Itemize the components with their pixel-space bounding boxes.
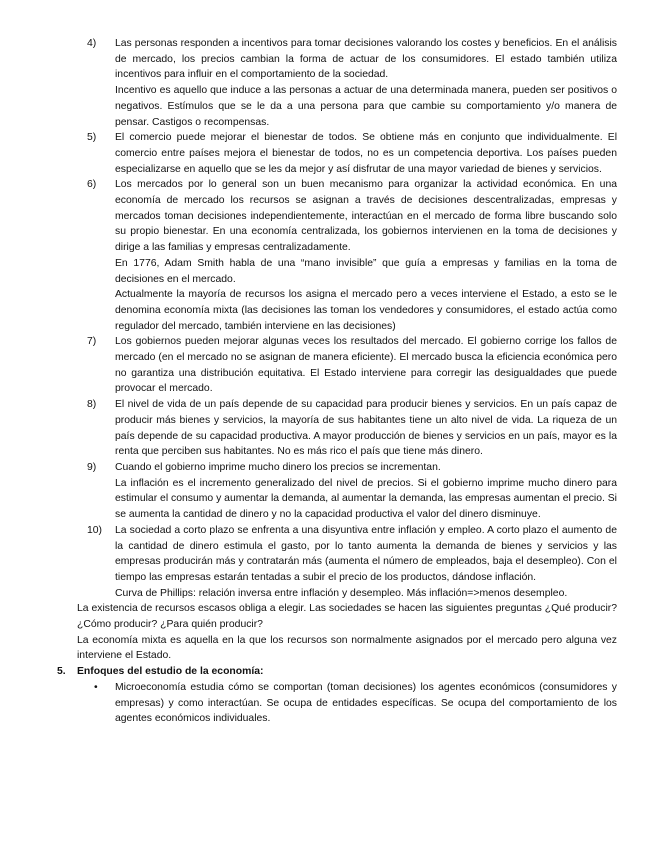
closing-paragraph: La economía mixta es aquella en la que los recursos son normalmente asignados por el mercado pero alguna vez interviene el Estado. bbox=[77, 634, 617, 662]
section-title: Enfoques del estudio de la economía: bbox=[77, 666, 264, 678]
paragraph: Curva de Phillips: relación inversa entre inflación y desempleo. Más inflación=>menos desempleo. bbox=[115, 587, 568, 599]
list-number: 6) bbox=[87, 179, 97, 191]
list-number: 8) bbox=[87, 399, 97, 411]
paragraph: Actualmente la mayoría de recursos los asigna el mercado pero a veces interviene el Estado, a esto se le denomina economía mixta (las decisiones las toman los vendedores y consumidores, el estado actúa como regulador del mercado, también interviene en las decisiones) bbox=[115, 289, 617, 332]
list-item-10 bbox=[87, 523, 617, 602]
paragraph: El nivel de vida de un país depende de su capacidad para producir bienes y servicios. En un país capaz de producir más bienes y servicios, la mayoría de sus habitantes tiene un alto nivel de vida. La riqueza de un país depende de su capacidad productiva. A mayor producción de bienes y servicios en un país, mayor es la renta que perciben sus habitantes. No es más rico el país que tiene más dinero. bbox=[115, 399, 617, 458]
paragraph: Cuando el gobierno imprime mucho dinero los precios se incrementan. bbox=[115, 461, 441, 473]
list-number: 7) bbox=[87, 336, 97, 348]
list-number: 4) bbox=[87, 38, 97, 49]
section-number: 5. bbox=[57, 666, 66, 678]
paragraph: Los mercados por lo general son un buen mecanismo para organizar la actividad económica. En una economía de mercado los recursos se asignan a través de decisiones descentralizadas, empresas y mercados toman decisiones independientemente, interactúan en el mercado de forma libre buscando solo su propio bienestar. En una economía centralizada, los gobiernos intervienen en la toma de decisiones y dirige a las familias y empresas centralizadamente. bbox=[115, 179, 617, 254]
list-item-8 bbox=[87, 397, 617, 460]
paragraph: En 1776, Adam Smith habla de una “mano invisible” que guía a empresas y familias en la toma de decisiones en el mercado. bbox=[115, 257, 617, 285]
section-heading bbox=[57, 664, 617, 680]
list-number: 10) bbox=[87, 524, 103, 536]
paragraph: La sociedad a corto plazo se enfrenta a una disyuntiva entre inflación y empleo. A corto plazo el aumento de la cantidad de dinero estimula el gasto, por lo tanto aumenta la demanda de bienes y servicios y las empresas producirán más y contratarán más (aumenta el número de empleados, baja el desempleo). Con el tiempo las empresas estarán tentadas a subir el precio de los productos, dándose inflación. bbox=[115, 524, 617, 583]
paragraph: Incentivo es aquello que induce a las personas a actuar de una determinada manera, pueden ser positivos o negativos. Estímulos que se le da a una persona para que cambie su comportamiento y/o manera de pensar. Castigos o recompensas. bbox=[115, 85, 617, 128]
bullet-text: Microeconomía estudia cómo se comportan (toman decisiones) los agentes económicos (consumidores y empresas) y como interactúan. Se ocupa de entidades específicas. Se ocupa del comportamiento de los agentes económicos individuales. bbox=[115, 681, 617, 725]
closing-paragraph: La existencia de recursos escasos obliga a elegir. Las sociedades se hacen las siguientes preguntas ¿Qué producir? ¿Cómo producir? ¿Para quién producir? bbox=[77, 603, 617, 631]
list-number: 9) bbox=[87, 461, 97, 473]
list-item-6 bbox=[87, 177, 617, 334]
bullet-item bbox=[94, 680, 617, 727]
bullet-icon: • bbox=[94, 681, 98, 693]
paragraph: Las personas responden a incentivos para tomar decisiones valorando los costes y beneficios. En el análisis de mercado, los precios cambian la forma de actuar de los consumidores. El estado también utiliza incentivos para influir en el comportamiento de la sociedad. bbox=[115, 38, 617, 81]
list-number: 5) bbox=[87, 132, 97, 144]
list-item-9 bbox=[87, 460, 617, 523]
list-item-5 bbox=[87, 130, 617, 177]
list-item-4 bbox=[87, 36, 617, 130]
list-item-7 bbox=[87, 334, 617, 397]
paragraph: El comercio puede mejorar el bienestar de todos. Se obtiene más en conjunto que individualmente. El comercio entre países mejora el bienestar de todos, no es un competencia deportiva. Los países pueden especializarse en aquello que se les da mejor y así disfrutar de una mayor variedad de bienes y servicios. bbox=[115, 132, 617, 175]
paragraph: Los gobiernos pueden mejorar algunas veces los resultados del mercado. El gobierno corrige los fallos de mercado (en el mercado no se asignan de manera eficiente). El mercado busca la eficiencia económica pero no garantiza una distribución equitativa. El Estado interviene para corregir las desigualdades que puede provocar el mercado. bbox=[115, 336, 617, 395]
paragraph: La inflación es el incremento generalizado del nivel de precios. Si el gobierno imprime mucho dinero para estimular el consumo y aumentar la demanda, al aumentar la demanda, las empresas aumentan el precio. Si se aumenta la cantidad de dinero y no la capacidad productiva el valor del dinero disminuye. bbox=[115, 477, 617, 521]
document-page bbox=[0, 36, 655, 727]
